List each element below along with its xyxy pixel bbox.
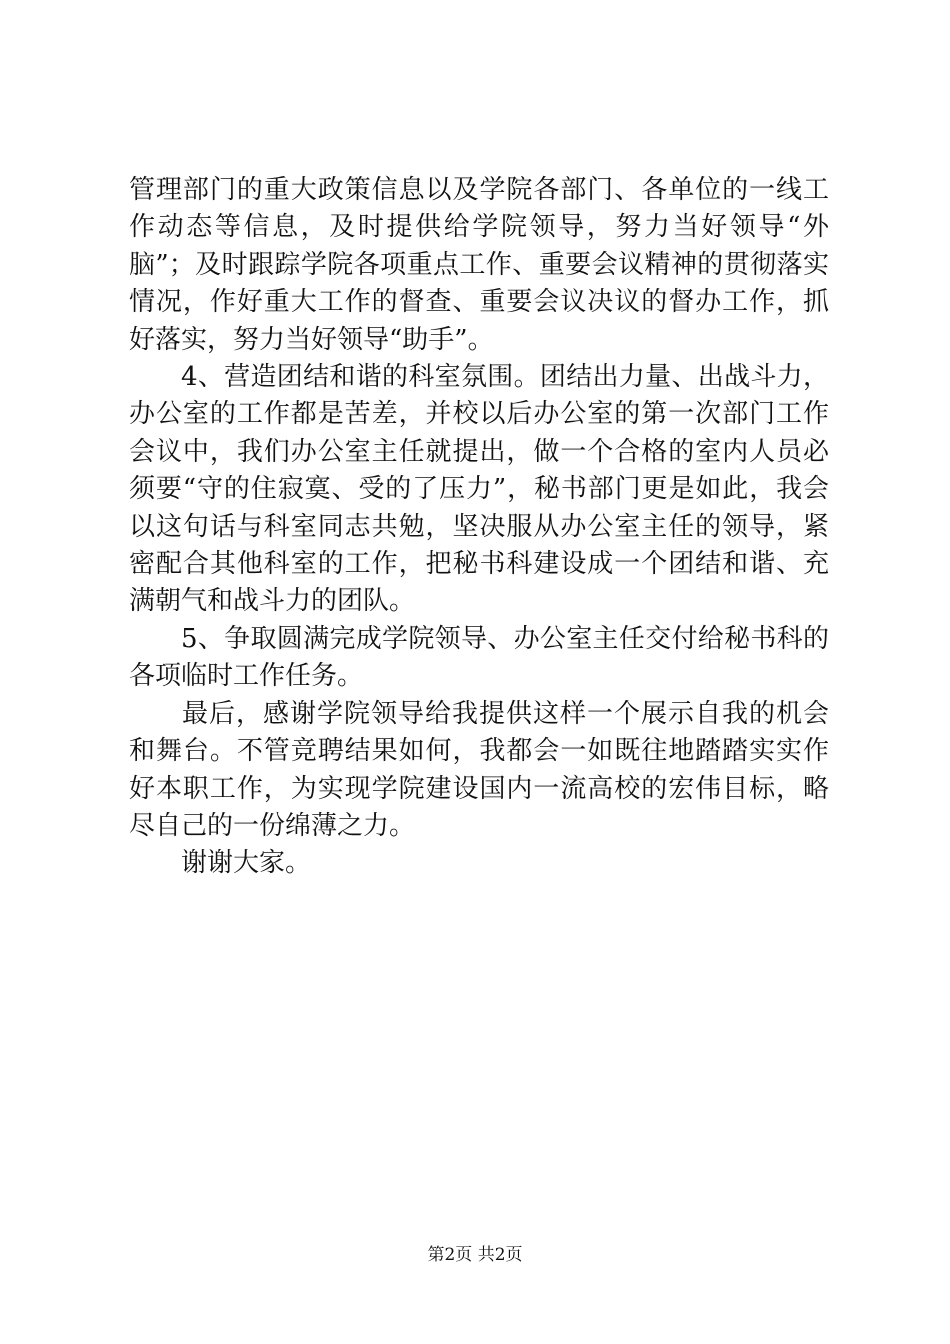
paragraph-continuation: 管理部门的重大政策信息以及学院各部门、各单位的一线工作动态等信息，及时提供给学院领导，努力当好领导“外脑”；及时跟踪学院各项重点工作、重要会议精神的贯彻落实情况，作好重大工作的督查、重要会议决议的督办工作，抓好落实，努力当好领导“助手”。 [129, 175, 829, 355]
paragraph-item-5: 5、争取圆满完成学院领导、办公室主任交付给秘书科的各项临时工作任务。 [129, 623, 829, 692]
paragraph-item-4: 4、营造团结和谐的科室氛围。团结出力量、出战斗力，办公室的工作都是苦差，并校以后办公室的第一次部门工作会议中，我们办公室主任就提出，做一个合格的室内人员必须要“守的住寂寞、受的了压力”，秘书部门更是如此，我会以这句话与科室同志共勉，坚决服从办公室主任的领导，紧密配合其他科室的工作，把秘书科建设成一个团结和谐、充满朝气和战斗力的团队。 [129, 362, 829, 617]
page-footer [0, 1245, 950, 1265]
paragraph-thanks: 谢谢大家。 [181, 848, 312, 879]
page-number-label: 第2页 共2页 [427, 1245, 523, 1265]
document-body [129, 172, 829, 883]
paragraph-closing: 最后，感谢学院领导给我提供这样一个展示自我的机会和舞台。不管竞聘结果如何，我都会一如既往地踏踏实实作好本职工作，为实现学院建设国内一流高校的宏伟目标，略尽自己的一份绵薄之力。 [129, 698, 829, 841]
